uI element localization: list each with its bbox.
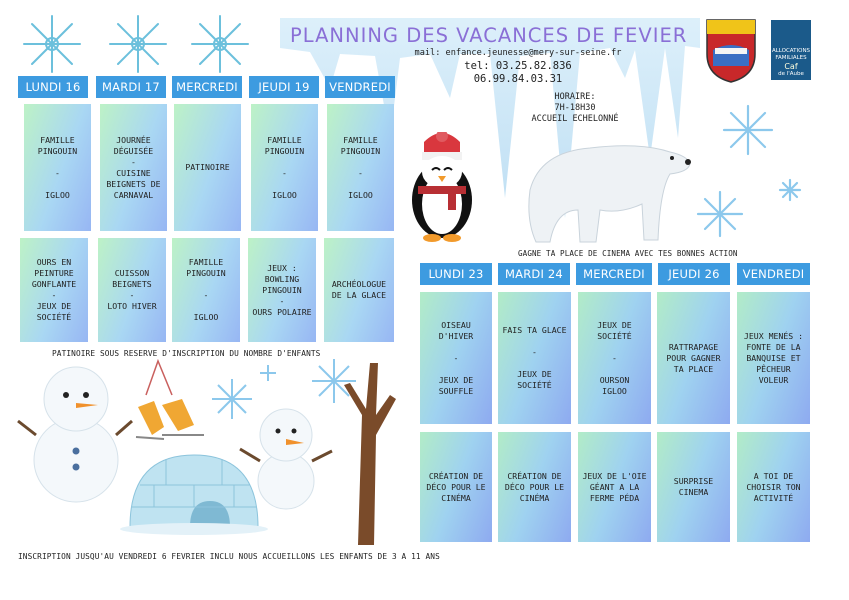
day-header-jeudi-19: JEUDI 19 <box>249 76 319 98</box>
coat-of-arms-icon <box>703 18 759 84</box>
contact-block <box>388 47 648 86</box>
horaire-accueil: ACCUEIL ECHELONNÉ <box>531 114 619 124</box>
caf-line-1: ALLOCATIONS <box>771 48 811 54</box>
day-header-vendredi-27: VENDREDI <box>737 263 810 285</box>
horaire-label: HORAIRE: <box>554 92 596 102</box>
day-header-mardi-17: MARDI 17 <box>96 76 166 98</box>
week1-afternoon-lundi: OURS EN PEINTURE GONFLANTE - JEUX DE SOCIÉTÉ <box>20 238 88 342</box>
horaire-hours: 7H-18H30 <box>554 103 596 113</box>
week2-afternoon-mercredi: JEUX DE L'OIE GÉANT A LA FERME PÉDA <box>578 432 651 542</box>
inscription-footer: INSCRIPTION JUSQU'AU VENDREDI 6 FEVRIER INCLU NOUS ACCUEILLONS LES ENFANTS DE 3 A 11 ANS <box>18 552 440 561</box>
winter-illustration <box>14 355 414 545</box>
cinema-banner: GAGNE TA PLACE DE CINEMA AVEC TES BONNES ACTION <box>518 249 738 258</box>
day-header-mardi-24: MARDI 24 <box>498 263 570 285</box>
caf-line-2: FAMILIALES <box>775 55 807 61</box>
week2-morning-vendredi: JEUX MENÉS : FONTE DE LA BANQUISE ET PÊCHEUR VOLEUR <box>737 292 810 424</box>
snowflakes-right-icon <box>680 90 820 250</box>
day-header-lundi-16: LUNDI 16 <box>18 76 88 98</box>
day-header-mercredi-18: MERCREDI <box>172 76 242 98</box>
week1-morning-mardi: JOURNÉE DÉGUISÉE - CUISINE BEIGNETS DE CARNAVAL <box>100 104 167 231</box>
week1-afternoon-vendredi: ARCHÉOLOGUE DE LA GLACE <box>324 238 394 342</box>
week1-morning-jeudi: FAMILLE PINGOUIN - IGLOO <box>251 104 318 231</box>
week1-morning-mercredi: PATINOIRE <box>174 104 241 231</box>
caf-word: Caf <box>784 62 798 71</box>
horaire-block <box>515 92 635 125</box>
week2-morning-mercredi: JEUX DE SOCIÉTÉ - OURSON IGLOO <box>578 292 651 424</box>
week1-afternoon-mercredi: FAMILLE PINGOUIN - IGLOO <box>172 238 240 342</box>
day-header-lundi-23: LUNDI 23 <box>420 263 492 285</box>
day-header-jeudi-26: JEUDI 26 <box>658 263 730 285</box>
igloo-icon <box>120 455 268 535</box>
week1-afternoon-jeudi: JEUX : BOWLING PINGOUIN - OURS POLAIRE <box>248 238 316 342</box>
week1-morning-vendredi: FAMILLE PINGOUIN - IGLOO <box>327 104 394 231</box>
day-header-mercredi-25: MERCREDI <box>576 263 652 285</box>
caf-logo-icon <box>771 20 811 80</box>
ice-skates-icon <box>136 361 204 439</box>
day-header-vendredi-20: VENDREDI <box>325 76 395 98</box>
week2-afternoon-jeudi: SURPRISE CINEMA <box>657 432 730 542</box>
week2-morning-lundi: OISEAU D'HIVER - JEUX DE SOUFFLE <box>420 292 492 424</box>
week2-afternoon-mardi: CRÉATION DE DÉCO POUR LE CINÉMA <box>498 432 571 542</box>
week2-morning-jeudi: RATTRAPAGE POUR GAGNER TA PLACE <box>657 292 730 424</box>
snowman-icon <box>18 367 132 502</box>
contact-tel-1: tel: 03.25.82.836 <box>464 60 572 72</box>
week2-afternoon-lundi: CRÉATION DE DÉCO POUR LE CINÉMA <box>420 432 492 542</box>
week1-morning-lundi: FAMILLE PINGOUIN - IGLOO <box>24 104 91 231</box>
caf-region: de l'Aube <box>778 71 804 77</box>
snowflakes-top-icon <box>18 12 258 76</box>
page-title: PLANNING DES VACANCES DE FEVIER <box>290 24 688 47</box>
week1-afternoon-mardi: CUISSON BEIGNETS - LOTO HIVER <box>98 238 166 342</box>
week2-morning-mardi: FAIS TA GLACE - JEUX DE SOCIÉTÉ <box>498 292 571 424</box>
contact-tel-2: 06.99.84.03.31 <box>473 73 563 85</box>
week2-afternoon-vendredi: A TOI DE CHOISIR TON ACTIVITÉ <box>737 432 810 542</box>
penguin-icon <box>404 132 480 244</box>
bare-tree-icon <box>344 363 396 545</box>
contact-mail: mail: enfance.jeunesse@mery-sur-seine.fr <box>414 48 622 58</box>
polar-bear-icon <box>520 130 695 250</box>
patinoire-note: PATINOIRE SOUS RESERVE D'INSCRIPTION DU NOMBRE D'ENFANTS <box>52 349 321 358</box>
